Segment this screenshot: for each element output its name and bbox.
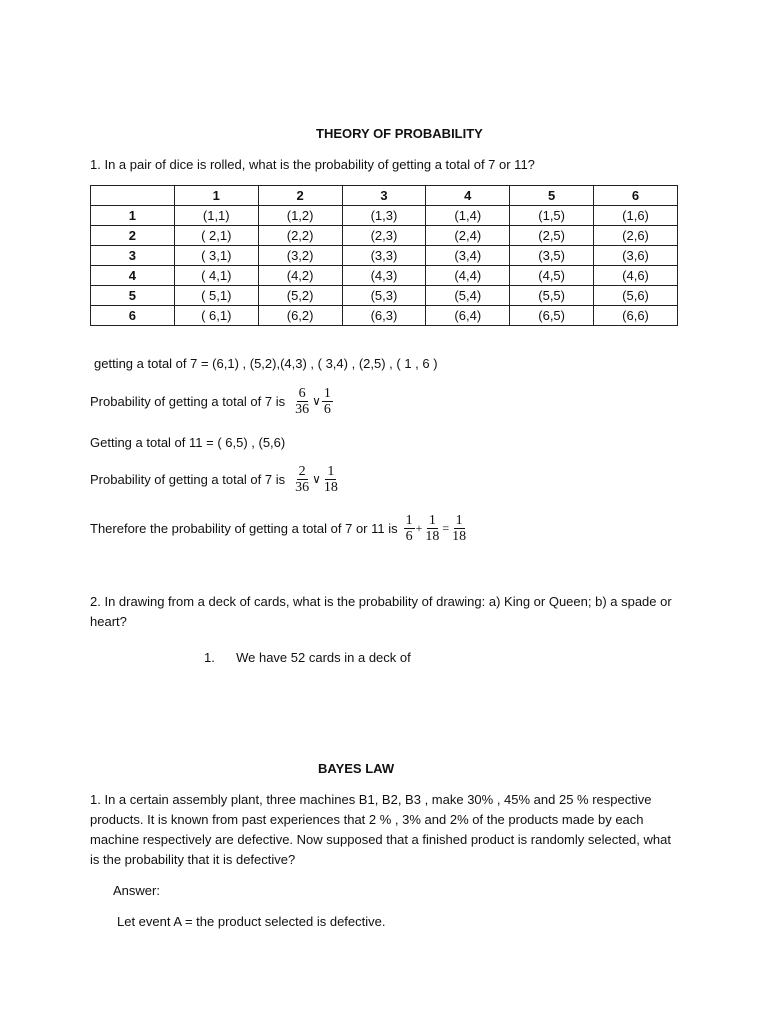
operator-symbol: ∨ — [312, 394, 321, 408]
question-1: 1. In a pair of dice is rolled, what is the probability of getting a total of 7 or 11? — [90, 157, 535, 172]
outcome-cell: (5,2) — [258, 286, 342, 306]
bayes-law-title: BAYES LAW — [318, 761, 395, 776]
outcome-cell: (3,5) — [510, 246, 594, 266]
probability-total-11-line — [90, 464, 340, 495]
fraction-1-18-result — [450, 513, 468, 544]
q2-list-item — [204, 650, 411, 665]
column-header-6: 6 — [594, 186, 678, 206]
outcome-cell: (6,2) — [258, 306, 342, 326]
column-header-5: 5 — [510, 186, 594, 206]
fraction-2-36 — [293, 464, 311, 495]
fraction-denominator: 36 — [295, 402, 310, 417]
table-row — [91, 246, 678, 266]
table-row — [91, 226, 678, 246]
outcome-cell: ( 2,1) — [174, 226, 258, 246]
list-number: 1. — [204, 650, 215, 665]
therefore-line — [90, 513, 468, 544]
outcome-cell: (4,3) — [342, 266, 426, 286]
outcome-cell: ( 5,1) — [174, 286, 258, 306]
fraction-1-6 — [322, 386, 333, 417]
fraction-1-18 — [322, 464, 340, 495]
fraction-numerator: 1 — [327, 464, 335, 479]
table-corner-cell — [91, 186, 175, 206]
outcome-cell: (4,2) — [258, 266, 342, 286]
outcome-cell: (1,2) — [258, 206, 342, 226]
fraction-numerator: 6 — [298, 386, 306, 401]
row-header-5: 5 — [91, 286, 175, 306]
fraction-denominator: 6 — [323, 402, 331, 417]
fraction-6-36 — [293, 386, 311, 417]
outcome-cell: (5,4) — [426, 286, 510, 306]
equals-symbol: = — [442, 521, 450, 535]
page-title: THEORY OF PROBABILITY — [316, 126, 483, 141]
column-header-2: 2 — [258, 186, 342, 206]
fraction-numerator: 1 — [428, 513, 436, 528]
dice-outcome-table — [90, 185, 678, 326]
row-header-3: 3 — [91, 246, 175, 266]
fraction-numerator: 1 — [405, 513, 413, 528]
outcome-cell: (5,6) — [594, 286, 678, 306]
table-body — [91, 206, 678, 326]
column-header-4: 4 — [426, 186, 510, 206]
row-header-1: 1 — [91, 206, 175, 226]
outcome-cell: ( 6,1) — [174, 306, 258, 326]
outcome-cell: (2,4) — [426, 226, 510, 246]
outcome-cell: (4,5) — [510, 266, 594, 286]
operator-symbol: ∨ — [312, 472, 321, 486]
table-row — [91, 206, 678, 226]
row-header-2: 2 — [91, 226, 175, 246]
table-row — [91, 266, 678, 286]
table-header-row — [91, 186, 678, 206]
fraction-1-18 — [423, 513, 441, 544]
row-header-4: 4 — [91, 266, 175, 286]
bayes-question: 1. In a certain assembly plant, three machines B1, B2, B3 , make 30% , 45% and 25 % respective products. It is known from past experiences that 2 % , 3% and 2% of the products made by each machine respectively are defective. Now supposed that a finished product is randomly selected, what is the probability that it is defective? — [90, 792, 671, 867]
outcome-cell: (1,3) — [342, 206, 426, 226]
outcome-cell: (4,4) — [426, 266, 510, 286]
therefore-text: Therefore the probability of getting a total of 7 or 11 is — [90, 521, 398, 536]
outcome-cell: (2,5) — [510, 226, 594, 246]
fraction-denominator: 6 — [405, 529, 413, 544]
table-row — [91, 306, 678, 326]
outcome-cell: (5,3) — [342, 286, 426, 306]
total-11-outcomes: Getting a total of 11 = ( 6,5) , (5,6) — [90, 435, 286, 450]
fraction-denominator: 36 — [295, 480, 310, 495]
outcome-cell: (3,6) — [594, 246, 678, 266]
column-header-1: 1 — [174, 186, 258, 206]
probability-total-7-text: Probability of getting a total of 7 is — [90, 394, 286, 409]
outcome-cell: (3,4) — [426, 246, 510, 266]
plus-symbol: + — [415, 521, 423, 535]
event-a-definition: Let event A = the product selected is defective. — [117, 914, 386, 929]
outcome-cell: (2,2) — [258, 226, 342, 246]
fraction-denominator: 18 — [323, 480, 338, 495]
outcome-cell: (1,1) — [174, 206, 258, 226]
fraction-denominator: 18 — [425, 529, 440, 544]
outcome-cell: (6,4) — [426, 306, 510, 326]
outcome-cell: (3,3) — [342, 246, 426, 266]
outcome-cell: (1,6) — [594, 206, 678, 226]
list-text: We have 52 cards in a deck of — [236, 650, 411, 665]
outcome-cell: (2,6) — [594, 226, 678, 246]
question-2: 2. In drawing from a deck of cards, what is the probability of drawing: a) King or Queen; b) a spade or heart? — [90, 594, 672, 629]
fraction-numerator: 2 — [298, 464, 306, 479]
outcome-cell: ( 4,1) — [174, 266, 258, 286]
outcome-cell: (1,4) — [426, 206, 510, 226]
fraction-1-6 — [404, 513, 415, 544]
outcome-cell: (4,6) — [594, 266, 678, 286]
fraction-denominator: 18 — [452, 529, 467, 544]
total-7-outcomes: getting a total of 7 = (6,1) , (5,2),(4,3) , ( 3,4) , (2,5) , ( 1 , 6 ) — [94, 356, 438, 371]
column-header-3: 3 — [342, 186, 426, 206]
outcome-cell: ( 3,1) — [174, 246, 258, 266]
fraction-numerator: 1 — [455, 513, 463, 528]
row-header-6: 6 — [91, 306, 175, 326]
outcome-cell: (3,2) — [258, 246, 342, 266]
outcome-cell: (2,3) — [342, 226, 426, 246]
answer-label: Answer: — [113, 883, 160, 898]
probability-total-7-line — [90, 386, 333, 417]
probability-total-11-text: Probability of getting a total of 7 is — [90, 472, 286, 487]
outcome-cell: (6,5) — [510, 306, 594, 326]
outcome-cell: (6,3) — [342, 306, 426, 326]
outcome-cell: (6,6) — [594, 306, 678, 326]
fraction-numerator: 1 — [323, 386, 331, 401]
table-row — [91, 286, 678, 306]
outcome-cell: (1,5) — [510, 206, 594, 226]
outcome-cell: (5,5) — [510, 286, 594, 306]
